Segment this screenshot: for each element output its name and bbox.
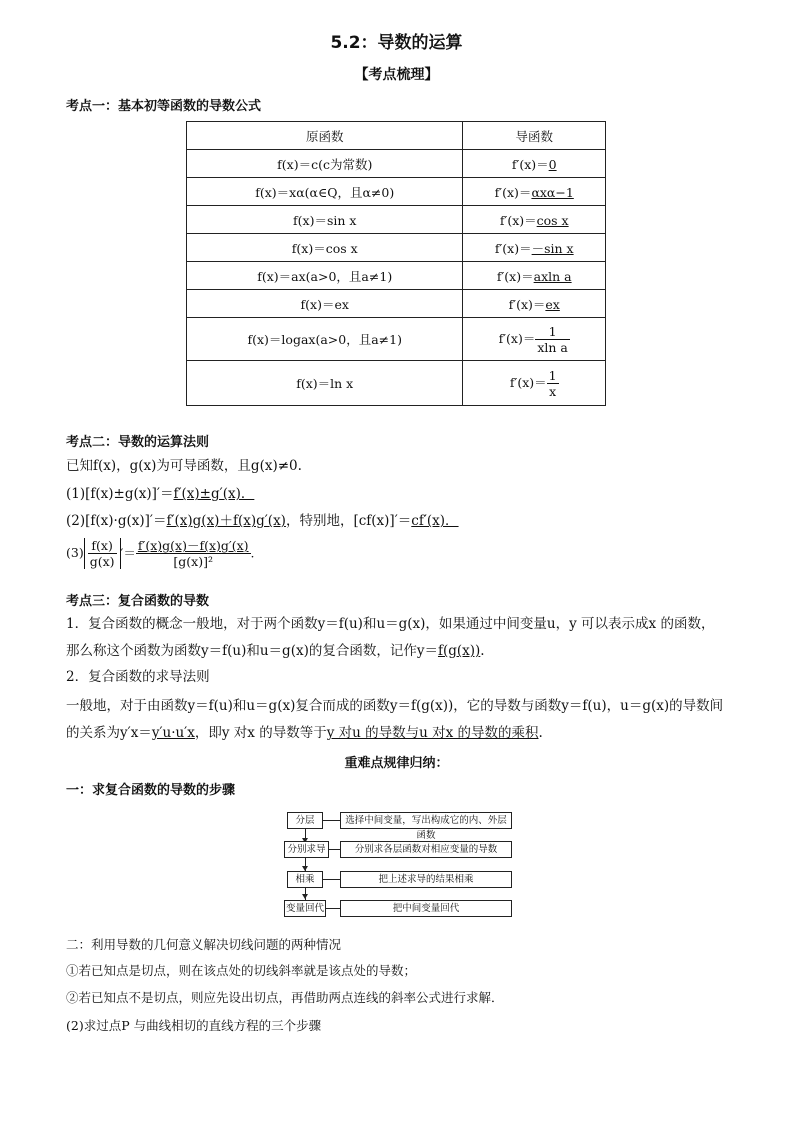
table-row xyxy=(187,361,606,406)
composite-concept-line2 xyxy=(66,641,485,661)
flow-desc-box: 把中间变量回代 xyxy=(340,900,512,917)
section2-heading: 考点二：导数的运算法则 xyxy=(66,435,210,450)
fraction-denominator: x xyxy=(549,383,557,399)
col-header-original: 原函数 xyxy=(187,122,463,150)
rule-product-rhs: f′(x)g(x)＋f(x)g′(x) xyxy=(166,513,286,529)
flow-connector xyxy=(322,820,340,821)
deriv-prefix: f′(x)＝ xyxy=(498,330,536,346)
deriv-answer: cos x xyxy=(536,212,569,228)
table-row xyxy=(187,234,606,262)
rule-product-const: cf′(x)． xyxy=(411,513,459,529)
rule-sum xyxy=(66,484,254,504)
chain-rule-end: . xyxy=(538,725,543,741)
rule-quotient xyxy=(66,538,255,569)
deriv-fraction xyxy=(535,324,570,355)
deriv-cell xyxy=(463,361,606,406)
fraction-denominator: [g(x)]² xyxy=(173,554,213,569)
rule-sum-rhs: f′(x)±g′(x)． xyxy=(173,486,255,502)
composite-concept-line1: 1．复合函数的概念一般地，对于两个函数y＝f(u)和u＝g(x)，如果通过中间变量u，y 可以表示成x 的函数， xyxy=(66,616,715,632)
composite-steps-heading: 一：求复合函数的导数的步骤 xyxy=(66,783,236,798)
orig-cell: f(x)＝ax(a>0，且a≠1) xyxy=(187,262,463,290)
deriv-prefix: f′(x)＝ xyxy=(511,156,549,172)
col-header-derivative: 导函数 xyxy=(463,122,606,150)
table-row xyxy=(187,206,606,234)
deriv-answer: －sin x xyxy=(531,240,574,256)
flow-desc-box: 分别求各层函数对相应变量的导数 xyxy=(340,841,512,858)
orig-cell: f(x)＝c(c为常数) xyxy=(187,150,463,178)
orig-cell: f(x)＝cos x xyxy=(187,234,463,262)
rule-product xyxy=(66,511,459,531)
flow-connector xyxy=(325,908,340,909)
rule-product-lhs: (2)[f(x)·g(x)]′＝ xyxy=(66,513,167,529)
deriv-answer: axln a xyxy=(533,268,572,284)
composite-concept-end: . xyxy=(480,643,485,659)
tangent-steps-heading: (2)求过点P 与曲线相切的直线方程的三个步骤 xyxy=(66,1018,322,1033)
composite-rule-line1: 一般地，对于由函数y＝f(u)和u＝g(x)复合而成的函数y＝f(g(x))，它的导数与函数y＝f(u)，u＝g(x)的导数间 xyxy=(66,698,724,714)
page-title: 5.2：导数的运算 xyxy=(330,33,463,53)
page-subtitle: 【考点梳理】 xyxy=(354,67,439,83)
flow-step-box: 变量回代 xyxy=(284,900,326,917)
composite-notation: f(g(x)) xyxy=(437,643,481,659)
table-row xyxy=(187,318,606,361)
table-row xyxy=(187,290,606,318)
deriv-answer: αxα−1 xyxy=(531,184,574,200)
deriv-cell xyxy=(463,290,606,318)
orig-cell: f(x)＝xα(α∈Q，且α≠0) xyxy=(187,178,463,206)
composite-rule-line2 xyxy=(66,723,543,743)
rule-product-mid: ，特别地，[cf(x)]′＝ xyxy=(285,513,412,529)
derivative-formula-table xyxy=(186,121,606,406)
flow-desc-box: 选择中间变量，写出构成它的内、外层函数 xyxy=(340,812,512,829)
fraction-numerator: f(x) xyxy=(88,538,117,554)
fraction-numerator: 1 xyxy=(548,367,557,383)
deriv-prefix: f′(x)＝ xyxy=(499,212,537,228)
deriv-cell xyxy=(463,206,606,234)
flow-connector xyxy=(328,849,340,850)
deriv-fraction xyxy=(547,368,559,399)
flow-arrow-3 xyxy=(302,894,308,899)
flow-connector xyxy=(322,879,340,880)
table-row xyxy=(187,262,606,290)
deriv-prefix: f′(x)＝ xyxy=(494,184,532,200)
flow-step-box: 分别求导 xyxy=(284,841,329,858)
tangent-case-2: ②若已知点不是切点，则应先设出切点，再借助两点连线的斜率公式进行求解． xyxy=(66,990,504,1005)
orig-cell: f(x)＝ex xyxy=(187,290,463,318)
tangent-case-1: ①若已知点是切点，则在该点处的切线斜率就是该点处的导数； xyxy=(66,963,417,978)
chain-rule-statement: y 对u 的导数与u 对x 的导数的乘积 xyxy=(326,725,539,741)
composite-concept-text: 那么称这个函数为函数y＝f(u)和u＝g(x)的复合函数，记作y＝ xyxy=(66,643,438,659)
section3-heading: 考点三：复合函数的导数 xyxy=(66,594,210,609)
table-row xyxy=(187,178,606,206)
section1-heading: 考点一：基本初等函数的导数公式 xyxy=(66,99,262,114)
table-header-row xyxy=(187,122,606,150)
flow-step-box: 分层 xyxy=(287,812,323,829)
fraction-denominator: xln a xyxy=(537,339,568,355)
deriv-cell xyxy=(463,150,606,178)
rule-quotient-end: . xyxy=(250,545,255,561)
deriv-cell xyxy=(463,318,606,361)
chain-rule-lhs: 的关系为y′x＝ xyxy=(66,725,152,741)
fraction-numerator: f′(x)g(x)－f(x)g′(x) xyxy=(137,538,249,553)
orig-cell: f(x)＝ln x xyxy=(187,361,463,406)
fraction-numerator: 1 xyxy=(535,324,570,340)
deriv-cell xyxy=(463,262,606,290)
rule-sum-lhs: (1)[f(x)±g(x)]′＝ xyxy=(66,486,174,502)
section2-intro: 已知f(x)，g(x)为可导函数，且g(x)≠0. xyxy=(66,458,302,474)
chain-rule-text: ，即y 对x 的导数等于 xyxy=(194,725,327,741)
rule-quotient-prime: ′＝ xyxy=(120,545,136,561)
fraction-denominator: g(x) xyxy=(89,554,115,569)
rule-quotient-fraction xyxy=(136,538,251,569)
flow-step-box: 相乘 xyxy=(287,871,323,888)
deriv-prefix: f′(x)＝ xyxy=(494,240,532,256)
flow-desc-box: 把上述求导的结果相乘 xyxy=(340,871,512,888)
deriv-answer: 0 xyxy=(548,156,557,172)
deriv-cell xyxy=(463,178,606,206)
orig-cell: f(x)＝logax(a>0，且a≠1) xyxy=(187,318,463,361)
deriv-cell xyxy=(463,234,606,262)
deriv-prefix: f′(x)＝ xyxy=(509,374,547,390)
deriv-prefix: f′(x)＝ xyxy=(508,296,546,312)
deriv-answer: ex xyxy=(545,296,560,312)
section4-heading: 重难点规律归纳： xyxy=(344,756,449,771)
rule-quotient-label: (3) xyxy=(66,545,84,560)
table-row xyxy=(187,150,606,178)
rule-quotient-bracket xyxy=(84,538,121,569)
composite-rule-heading: 2．复合函数的求导法则 xyxy=(66,669,210,685)
chain-rule-rhs: y′u·u′x xyxy=(151,725,195,741)
orig-cell: f(x)＝sin x xyxy=(187,206,463,234)
rule-quotient-inner-fraction xyxy=(88,538,117,569)
tangent-heading: 二：利用导数的几何意义解决切线问题的两种情况 xyxy=(66,937,342,952)
deriv-prefix: f′(x)＝ xyxy=(496,268,534,284)
